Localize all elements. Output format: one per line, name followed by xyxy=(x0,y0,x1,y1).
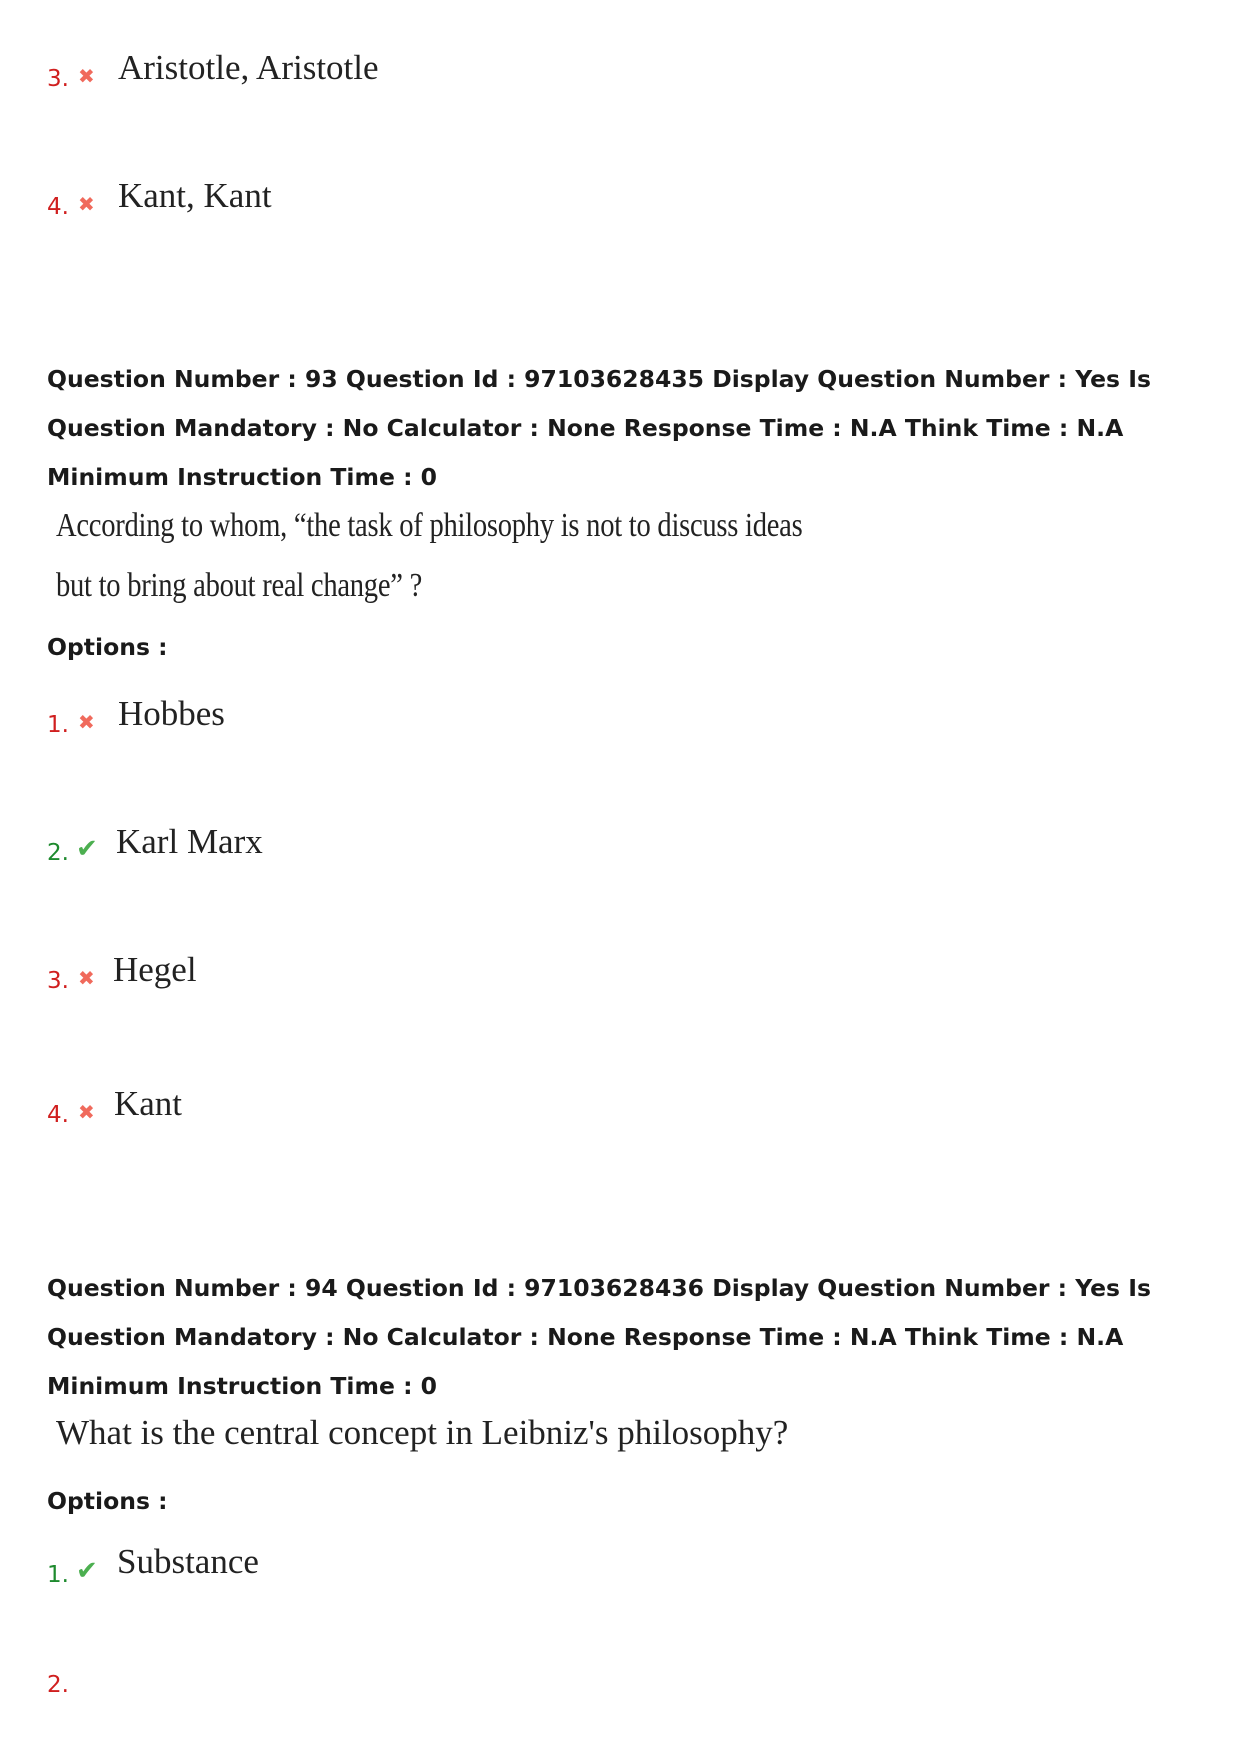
q93-option-3 xyxy=(0,950,1240,1010)
question-meta-93: Question Number : 93 Question Id : 97103628435 Display Question Number : Yes Is Question Mandatory : No Calculator : None Response Time : N.A Think Time : N.A Minimum Instruction Time : 0 xyxy=(47,365,1151,491)
q93-option-4 xyxy=(0,1084,1240,1144)
option-number: 3. xyxy=(47,968,69,994)
option-text: Aristotle, Aristotle xyxy=(118,48,379,87)
option-text: Karl Marx xyxy=(116,822,263,861)
cross-icon: ✖ xyxy=(78,64,95,88)
option-number: 2. xyxy=(47,840,69,866)
question-text-94: What is the central concept in Leibniz's philosophy? xyxy=(56,1413,789,1452)
options-label-94: Options : xyxy=(47,1487,168,1515)
option-number: 2. xyxy=(47,1672,69,1698)
cross-icon: ✖ xyxy=(78,1100,95,1124)
option-number: 4. xyxy=(47,194,69,220)
option-text: Hegel xyxy=(113,950,197,989)
prev-option-4 xyxy=(0,176,1240,236)
check-icon: ✔ xyxy=(76,834,98,864)
option-number: 4. xyxy=(47,1102,69,1128)
option-text: Hobbes xyxy=(118,694,225,733)
cross-icon: ✖ xyxy=(78,192,95,216)
cross-icon: ✖ xyxy=(78,710,95,734)
options-label-93: Options : xyxy=(47,633,168,661)
option-text: Substance xyxy=(117,1542,259,1581)
option-text: Kant xyxy=(114,1084,183,1123)
q93-option-2 xyxy=(0,822,1240,882)
q94-option-1 xyxy=(0,1542,1240,1602)
option-text: Kant, Kant xyxy=(118,176,272,215)
question-meta-94: Question Number : 94 Question Id : 97103628436 Display Question Number : Yes Is Question Mandatory : No Calculator : None Response Time : N.A Think Time : N.A Minimum Instruction Time : 0 xyxy=(47,1274,1151,1400)
cross-icon: ✖ xyxy=(78,966,95,990)
q93-option-1 xyxy=(0,694,1240,754)
check-icon: ✔ xyxy=(76,1556,98,1586)
question-text-93: According to whom, “the task of philosophy is not to discuss ideas but to bring about real change” ? xyxy=(56,507,803,604)
prev-option-3 xyxy=(0,48,1240,108)
option-number: 1. xyxy=(47,1562,69,1588)
option-number: 1. xyxy=(47,712,69,738)
q94-option-2 xyxy=(0,1660,1240,1720)
option-number: 3. xyxy=(47,66,69,92)
